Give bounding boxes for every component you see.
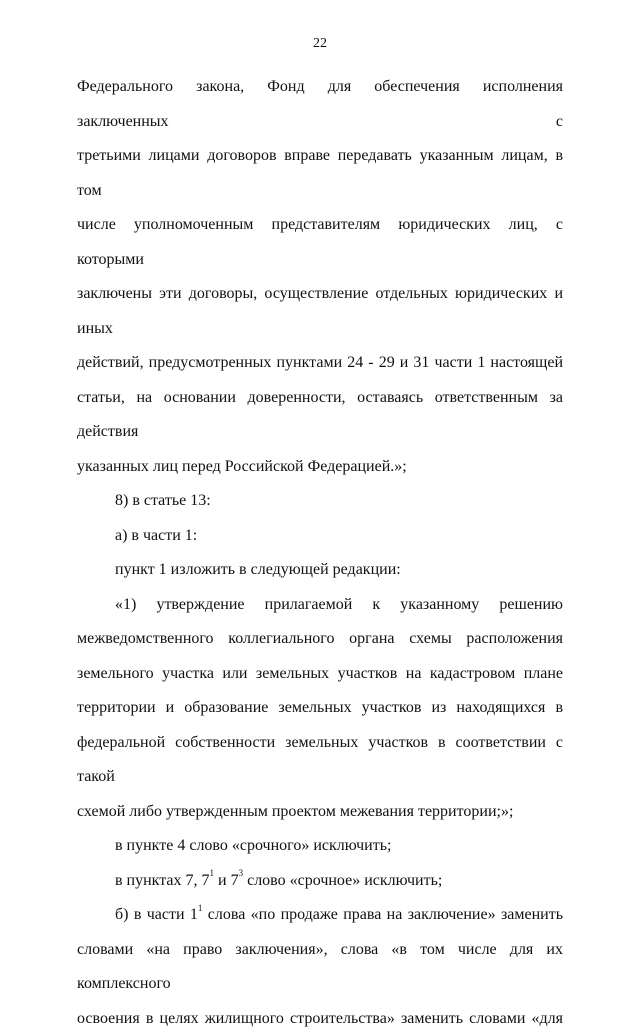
paragraph-text: в пункте 4 слово «срочного» исключить; [115, 837, 391, 854]
paragraph-text: в пунктах 7, 7 [115, 872, 210, 889]
page-number: 22 [0, 36, 640, 52]
paragraph-points-7 [77, 864, 563, 899]
paragraph-text: слова «по продаже права на заключение» заменить [202, 906, 563, 923]
paragraph-line: территории и образование земельных участков из находящихся в [77, 691, 563, 726]
paragraph-line: заключены эти договоры, осуществление отдельных юридических и иных [77, 277, 563, 346]
paragraph-point-1 [77, 553, 563, 588]
paragraph-line: освоения в целях жилищного строительства» заменить словами «для [77, 1002, 563, 1036]
paragraph-line: Федерального закона, Фонд для обеспечения исполнения заключенных с [77, 70, 563, 139]
paragraph-part-1 [77, 519, 563, 554]
document-body [77, 70, 563, 1036]
paragraph-text: б) в части 1 [115, 906, 198, 923]
paragraph-article-13 [77, 484, 563, 519]
paragraph-line: межведомственного коллегиального органа схемы расположения [77, 622, 563, 657]
paragraph-line: «1) утверждение прилагаемой к указанному решению [77, 588, 563, 623]
paragraph-line: третьими лицами договоров вправе передавать указанным лицам, в том [77, 139, 563, 208]
paragraph-line: статьи, на основании доверенности, оставаясь ответственным за действия [77, 381, 563, 450]
paragraph-line: числе уполномоченным представителям юридических лиц, с которыми [77, 208, 563, 277]
paragraph-text: 8) в статье 13: [115, 492, 211, 509]
paragraph-quoted-point [77, 588, 563, 830]
paragraph-line: словами «на право заключения», слова «в том числе для их комплексного [77, 933, 563, 1002]
paragraph-point-4 [77, 829, 563, 864]
paragraph-line: федеральной собственности земельных участков в соответствии с такой [77, 726, 563, 795]
paragraph-line: земельного участка или земельных участков на кадастровом плане [77, 657, 563, 692]
paragraph-1 [77, 70, 563, 484]
paragraph-text: пункт 1 изложить в следующей редакции: [115, 561, 401, 578]
paragraph-line: указанных лиц перед Российской Федерацией.»; [77, 450, 563, 485]
paragraph-text: а) в части 1: [115, 527, 197, 544]
superscript: 1 [198, 903, 203, 913]
paragraph-line: действий, предусмотренных пунктами 24 - 29 и 31 части 1 настоящей [77, 346, 563, 381]
paragraph-part-1-1 [77, 898, 563, 1036]
paragraph-line: схемой либо утвержденным проектом межевания территории;»; [77, 795, 563, 830]
paragraph-text: слово «срочное» исключить; [243, 872, 442, 889]
superscript: 3 [239, 868, 244, 878]
paragraph-line [77, 898, 563, 933]
paragraph-text: и 7 [214, 872, 239, 889]
superscript: 1 [210, 868, 215, 878]
